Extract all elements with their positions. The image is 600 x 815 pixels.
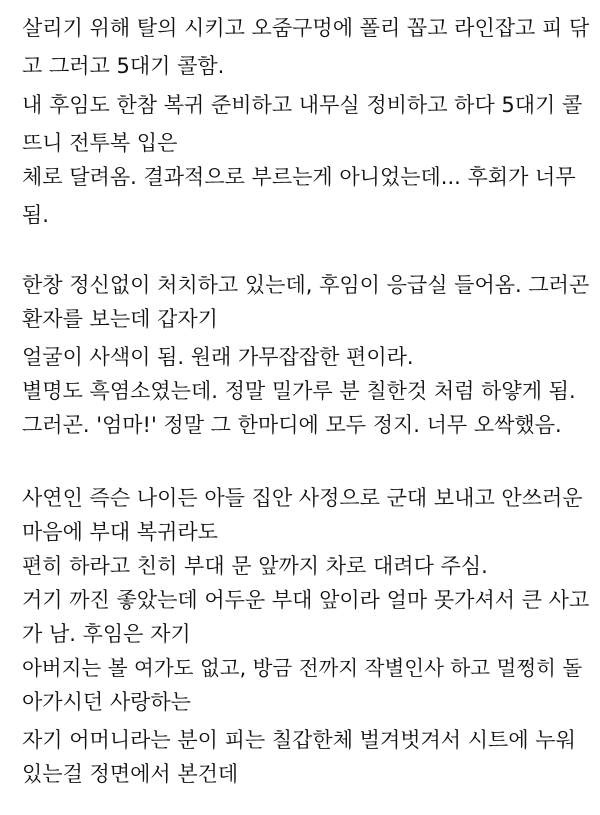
text-line: 편히 하라고 친히 부대 문 앞까지 차로 대려다 주심. bbox=[22, 554, 488, 578]
text-line: 환자를 보는데 갑자기 bbox=[22, 307, 218, 331]
text-line: 자기 어머니라는 분이 피는 칠갑한체 벌겨벗겨서 시트에 누워 bbox=[22, 728, 576, 752]
text-line: 한창 정신없이 처치하고 있는데, 후임이 응급실 들어옴. 그러곤 bbox=[22, 273, 590, 297]
text-line: 별명도 흑염소였는데. 정말 밀가루 분 칠한것 처럼 하얗게 됨. bbox=[22, 379, 576, 403]
text-line: 사연인 즉슨 나이든 아들 집안 사정으로 군대 보내고 안쓰러운 bbox=[22, 486, 583, 510]
text-line: 아버지는 볼 여가도 없고, 방금 전까지 작별인사 하고 멀쩡히 돌 bbox=[22, 656, 583, 680]
text-line: 됨. bbox=[22, 203, 49, 227]
text-line: 그러곤. '엄마!' 정말 그 한마디에 모두 정지. 너무 오싹했음. bbox=[22, 413, 562, 437]
text-line: 내 후임도 한참 복귀 준비하고 내무실 정비하고 하다 5대기 콜 bbox=[22, 93, 583, 117]
text-line: 마음에 부대 복귀라도 bbox=[22, 520, 218, 544]
text-line: 있는걸 정면에서 본건데 bbox=[22, 762, 239, 786]
text-line: 고 그러고 5대기 콜함. bbox=[22, 54, 225, 78]
text-line: 가 남. 후임은 자기 bbox=[22, 622, 191, 646]
text-line: 얼굴이 사색이 됨. 원래 가무잡잡한 편이라. bbox=[22, 345, 414, 369]
text-line: 뜨니 전투복 입은 bbox=[22, 131, 178, 155]
text-line: 체로 달려옴. 결과적으로 부르는게 아니었는데... 후회가 너무 bbox=[22, 165, 576, 189]
text-line: 살리기 위해 탈의 시키고 오줌구멍에 폴리 꼽고 라인잡고 피 닦 bbox=[22, 16, 590, 40]
text-line: 거기 까진 좋았는데 어두운 부대 앞이라 얼마 못가셔서 큰 사고 bbox=[22, 588, 590, 612]
text-line: 아가시던 사랑하는 bbox=[22, 690, 191, 714]
